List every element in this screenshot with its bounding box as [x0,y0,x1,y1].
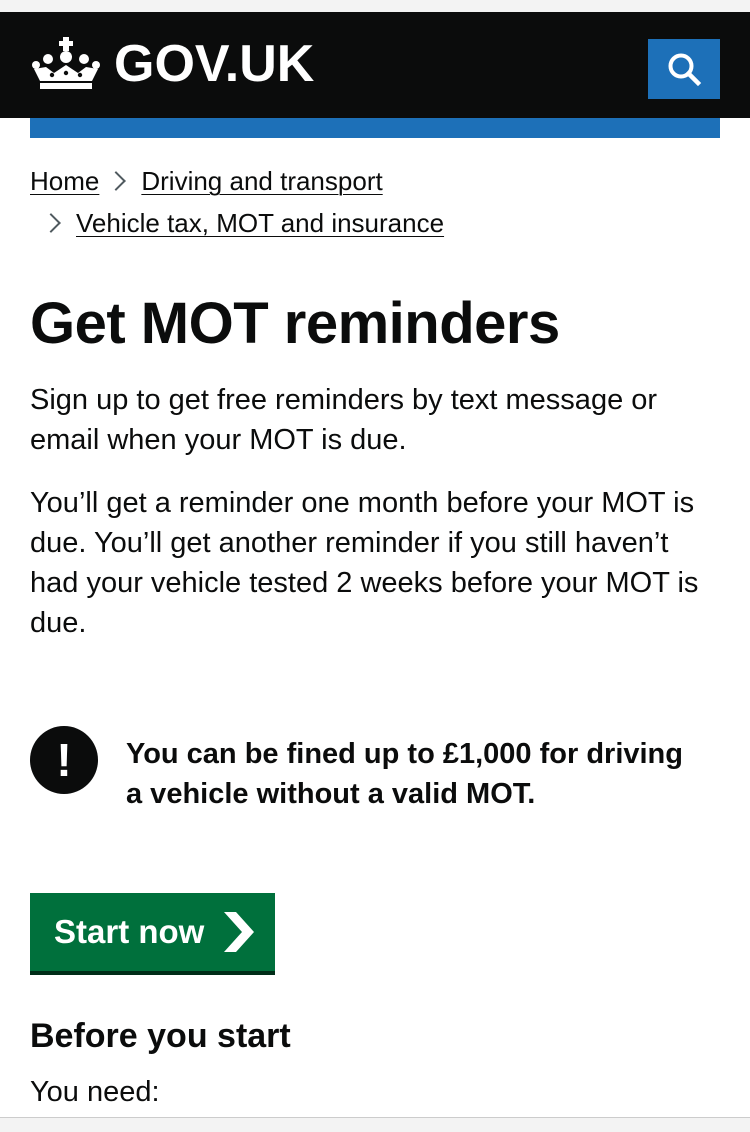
browser-top-strip [0,0,750,12]
browser-bottom-strip [0,1117,750,1132]
warning-text: You can be fined up to £1,000 for driving a vehicle without a valid MOT. [126,738,683,810]
search-icon [666,51,702,87]
breadcrumb-vehicle-tax-link[interactable]: Vehicle tax, MOT and insurance [76,208,445,238]
details-paragraph: You’ll get a reminder one month before your MOT is due. You’ll get another reminder if you still haven’t had your vehicle tested 2 weeks before your MOT is due. [30,487,699,639]
govuk-logo-link[interactable] [30,32,314,96]
start-now-label: Start now [54,913,205,950]
breadcrumb-line-2 [30,202,720,244]
you-need-text: You need: [30,1076,160,1108]
breadcrumb-driving-transport-link[interactable]: Driving and transport [141,166,383,196]
breadcrumb [30,160,720,244]
before-you-start-heading: Before you start [30,1017,291,1055]
chevron-right-icon [222,912,256,952]
start-now-button[interactable] [30,893,275,971]
chevron-right-icon [41,213,61,233]
header-blue-bar [30,118,720,138]
warning-callout [30,726,720,814]
chevron-right-icon [106,171,126,191]
breadcrumb-line-1 [30,160,720,202]
site-header [0,12,750,118]
intro-paragraph: Sign up to get free reminders by text message or email when your MOT is due. [30,384,658,456]
page-title: Get MOT reminders [30,291,560,356]
warning-exclamation-icon: ! [30,726,98,794]
crown-icon [30,37,102,91]
breadcrumb-home-link[interactable]: Home [30,166,100,196]
govuk-logo-text: GOV.UK [114,35,315,93]
search-button[interactable] [648,39,720,99]
